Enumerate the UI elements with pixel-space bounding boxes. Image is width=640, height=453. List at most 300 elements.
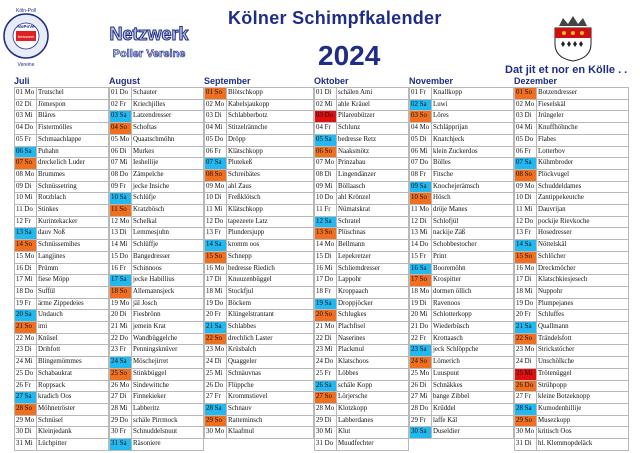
day-row <box>410 357 514 369</box>
day-date: 14 So <box>15 240 37 252</box>
day-date: 19 Fr <box>15 298 37 310</box>
day-row <box>515 146 629 158</box>
day-insult: Schnüssetring <box>37 181 109 193</box>
day-insult: Langjines <box>37 251 109 263</box>
day-date: 13 Mi <box>410 228 432 240</box>
day-row <box>15 392 109 404</box>
day-date: 03 So <box>410 111 432 123</box>
day-insult: Möhnetröster <box>37 403 109 415</box>
day-row <box>315 134 409 146</box>
day-date: 16 Mo <box>515 263 537 275</box>
day-row <box>515 322 629 334</box>
day-row <box>515 181 629 193</box>
day-insult: Plachfisel <box>337 322 409 334</box>
day-row <box>110 134 204 146</box>
day-insult: Luwi <box>432 99 514 111</box>
day-insult: Böckem <box>227 298 314 310</box>
day-date: 27 So <box>315 392 337 404</box>
day-row <box>515 240 629 252</box>
day-date: 12 Mo <box>110 216 132 228</box>
day-insult: schäle Kopp <box>337 380 409 392</box>
day-date: 01 Do <box>110 88 132 100</box>
day-date: 14 Do <box>410 240 432 252</box>
day-row <box>110 357 204 369</box>
day-date: 31 Sa <box>110 439 132 451</box>
day-date: 26 Do <box>205 380 227 392</box>
day-date: 25 Fr <box>315 368 337 380</box>
day-insult: Schnuddelsnuut <box>132 427 204 439</box>
day-insult: Schauter <box>132 88 204 100</box>
day-row <box>515 310 629 322</box>
day-row <box>205 111 314 123</box>
day-row <box>315 333 409 345</box>
day-date: 22 So <box>205 333 227 345</box>
day-date: 24 So <box>410 357 432 369</box>
day-insult: Wandbüggelche <box>132 333 204 345</box>
day-date: 29 Mo <box>15 415 37 427</box>
day-insult: Schnüsel <box>37 415 109 427</box>
day-insult: jäl Josch <box>132 298 204 310</box>
day-date: 26 Di <box>410 380 432 392</box>
day-row <box>315 427 409 439</box>
day-date: 07 Mi <box>110 158 132 170</box>
day-row <box>110 158 204 170</box>
day-insult: Schoftas <box>132 123 204 135</box>
day-date: 26 Mo <box>110 380 132 392</box>
day-insult: Stitzelrännche <box>227 123 314 135</box>
day-insult: Schliemdresser <box>337 263 409 275</box>
day-date: 13 So <box>315 228 337 240</box>
day-row <box>110 368 204 380</box>
day-row <box>205 275 314 287</box>
day-insult: Flabes <box>537 134 629 146</box>
day-date: 23 Sa <box>410 345 432 357</box>
day-row <box>110 111 204 123</box>
day-row <box>410 286 514 298</box>
day-row <box>315 111 409 123</box>
day-insult: nackije Zäß <box>432 228 514 240</box>
day-row <box>205 392 314 404</box>
month-column-0 <box>14 75 109 450</box>
day-row <box>315 415 409 427</box>
month-column-4 <box>409 75 514 450</box>
day-insult: Schlöcher <box>537 251 629 263</box>
day-insult: Lappohr <box>337 275 409 287</box>
day-date: 16 Sa <box>410 263 432 275</box>
day-insult: Klaafmul <box>227 427 314 439</box>
day-insult: Lörjersche <box>337 392 409 404</box>
day-row <box>315 169 409 181</box>
day-row <box>315 193 409 205</box>
month-column-5 <box>514 75 629 450</box>
day-row <box>410 392 514 404</box>
day-date: 11 So <box>110 205 132 217</box>
day-date: 05 Do <box>205 134 227 146</box>
day-row <box>315 88 409 100</box>
day-date: 01 Fr <box>410 88 432 100</box>
day-date: 14 Mo <box>315 240 337 252</box>
day-row <box>315 228 409 240</box>
day-insult: Plüschnas <box>337 228 409 240</box>
day-insult: Kratzbösch <box>132 205 204 217</box>
day-date: 03 Do <box>315 111 337 123</box>
day-date: 21 Do <box>410 322 432 334</box>
day-row <box>410 99 514 111</box>
day-insult: Löbbes <box>337 368 409 380</box>
day-date: 23 Mo <box>515 345 537 357</box>
day-insult: Schlugkes <box>337 310 409 322</box>
day-insult: Knallkopp <box>432 88 514 100</box>
day-row <box>15 322 109 334</box>
day-row <box>15 263 109 275</box>
day-row <box>410 123 514 135</box>
day-row <box>515 286 629 298</box>
day-row <box>515 427 629 439</box>
day-row <box>110 275 204 287</box>
day-date: 13 Sa <box>15 228 37 240</box>
day-row <box>110 216 204 228</box>
day-date: 11 Fr <box>315 205 337 217</box>
wordmark-line2: Poller Vereine <box>112 48 186 60</box>
day-date: 18 So <box>110 286 132 298</box>
day-date: 05 Do <box>515 134 537 146</box>
day-insult: Kriechjilles <box>132 99 204 111</box>
day-date: 02 Sa <box>410 99 432 111</box>
day-row <box>315 357 409 369</box>
day-insult: Klatschoos <box>337 357 409 369</box>
day-date: 14 Sa <box>205 240 227 252</box>
day-insult: bedresse Retz <box>337 134 409 146</box>
day-insult: fiese Möpp <box>37 275 109 287</box>
day-row <box>515 415 629 427</box>
day-insult: Fiesbrönn <box>132 310 204 322</box>
day-date: 25 Mi <box>205 368 227 380</box>
day-row <box>205 380 314 392</box>
day-insult: Murkes <box>132 146 204 158</box>
day-date: 06 Sa <box>15 146 37 158</box>
day-row <box>515 205 629 217</box>
month-name: November <box>409 76 454 86</box>
day-date: 12 Sa <box>315 216 337 228</box>
day-row <box>110 439 204 451</box>
day-insult: Naserines <box>337 333 409 345</box>
day-insult: Kühmbroder <box>537 158 629 170</box>
day-date: 08 So <box>515 169 537 181</box>
day-row <box>315 99 409 111</box>
day-insult: dreckelich Luder <box>37 158 109 170</box>
day-date: 04 So <box>110 123 132 135</box>
day-date: 25 So <box>110 368 132 380</box>
day-row <box>315 403 409 415</box>
day-date: 12 Do <box>515 216 537 228</box>
day-date: 03 Mi <box>15 111 37 123</box>
month-column-2 <box>204 75 314 450</box>
day-date: 24 Sa <box>110 357 132 369</box>
day-row <box>15 111 109 123</box>
day-insult: Musezkopp <box>537 415 629 427</box>
day-date: 27 Sa <box>15 392 37 404</box>
day-insult: Schnauv <box>227 403 314 415</box>
day-insult: Böllaasch <box>337 181 409 193</box>
day-insult: Blingemömmes <box>37 357 109 369</box>
day-date: 30 Mi <box>315 427 337 439</box>
cologne-coat-of-arms-icon <box>551 14 595 62</box>
day-date: 10 Mi <box>15 193 37 205</box>
day-date: 20 Fr <box>515 310 537 322</box>
day-date: 21 Mo <box>315 322 337 334</box>
day-date: 22 Mo <box>15 333 37 345</box>
day-row <box>110 240 204 252</box>
day-row <box>315 345 409 357</box>
day-row <box>315 181 409 193</box>
day-date: 29 Do <box>110 415 132 427</box>
day-row <box>515 263 629 275</box>
day-insult: Latzendresser <box>132 111 204 123</box>
day-row <box>410 111 514 123</box>
day-date: 26 Fr <box>15 380 37 392</box>
day-row <box>15 275 109 287</box>
day-insult: ahle Kräuel <box>337 99 409 111</box>
day-date: 14 Sa <box>515 240 537 252</box>
day-insult: Dreckmöcher <box>537 263 629 275</box>
day-row <box>315 158 409 170</box>
day-row <box>515 169 629 181</box>
day-row <box>205 169 314 181</box>
day-row <box>110 415 204 427</box>
day-insult: Quallmann <box>537 322 629 334</box>
day-insult: Trötenüggel <box>537 368 629 380</box>
day-insult: Lüchpitter <box>37 439 109 451</box>
day-row <box>205 368 314 380</box>
day-row <box>410 228 514 240</box>
day-date: 06 Fr <box>515 146 537 158</box>
day-row <box>515 111 629 123</box>
day-insult: kleine Botzeknopp <box>537 392 629 404</box>
logo-ring-top: Köln-Poll <box>15 8 37 14</box>
day-date: 20 So <box>315 310 337 322</box>
day-date: 28 Sa <box>205 403 227 415</box>
day-date: 03 Sa <box>110 111 132 123</box>
day-row <box>110 169 204 181</box>
day-row <box>110 310 204 322</box>
day-date: 05 Sa <box>315 134 337 146</box>
day-date: 22 So <box>515 333 537 345</box>
day-date: 15 Mo <box>15 251 37 263</box>
day-date: 08 So <box>205 169 227 181</box>
day-row <box>315 240 409 252</box>
day-insult: Botzendresser <box>537 88 629 100</box>
day-date: 23 Mi <box>315 345 337 357</box>
day-date: 18 Mo <box>410 286 432 298</box>
day-date: 10 So <box>410 193 432 205</box>
day-row <box>515 392 629 404</box>
day-date: 28 Do <box>410 403 432 415</box>
day-row <box>205 427 314 439</box>
day-date: 28 Mo <box>315 403 337 415</box>
day-row <box>15 193 109 205</box>
day-row <box>515 134 629 146</box>
day-insult: Knochejerämsch <box>432 181 514 193</box>
month-name: Juli <box>14 76 30 86</box>
day-row <box>15 298 109 310</box>
day-row <box>315 286 409 298</box>
day-row <box>205 310 314 322</box>
day-insult: Bölles <box>432 158 514 170</box>
day-date: 21 Mi <box>110 322 132 334</box>
day-row <box>410 298 514 310</box>
day-date: 17 Di <box>205 275 227 287</box>
logo-ring-bottom: Vereine <box>17 62 35 68</box>
day-insult: Schobbestocher <box>432 240 514 252</box>
day-insult: Nöttelskäl <box>537 240 629 252</box>
day-date: 27 Fr <box>205 392 227 404</box>
month-name: Dezember <box>514 76 558 86</box>
day-row <box>15 357 109 369</box>
day-row <box>15 427 109 439</box>
day-row <box>15 146 109 158</box>
day-date: 08 Di <box>315 169 337 181</box>
day-insult: Schlüffje <box>132 240 204 252</box>
day-insult: tapezeete Latz <box>227 216 314 228</box>
day-insult: ärme Zippedeies <box>37 298 109 310</box>
day-insult: Fistermölles <box>37 123 109 135</box>
day-insult: Schnüssemihes <box>37 240 109 252</box>
day-row <box>205 322 314 334</box>
day-row <box>205 251 314 263</box>
day-row <box>110 403 204 415</box>
day-insult: Klut <box>337 427 409 439</box>
day-date: 15 Fr <box>410 251 432 263</box>
day-insult: Finnekieker <box>132 392 204 404</box>
day-row <box>410 263 514 275</box>
day-row <box>110 193 204 205</box>
day-row <box>110 99 204 111</box>
day-date: 29 So <box>205 415 227 427</box>
day-row <box>205 403 314 415</box>
day-date: 30 Mo <box>515 427 537 439</box>
day-date: 19 Do <box>205 298 227 310</box>
day-date: 12 Di <box>410 216 432 228</box>
day-insult: Labberdanes <box>337 415 409 427</box>
day-date: 30 Fr <box>110 427 132 439</box>
day-insult: Plundersjupp <box>227 228 314 240</box>
day-row <box>205 240 314 252</box>
day-row <box>15 380 109 392</box>
day-date: 11 Do <box>15 205 37 217</box>
day-insult: Schnäuvnas <box>227 368 314 380</box>
day-date: 18 Fr <box>315 286 337 298</box>
day-insult: Kabelsjaukopp <box>227 99 314 111</box>
day-insult: Fitsche <box>432 169 514 181</box>
day-insult: Schabaukrat <box>37 368 109 380</box>
day-date: 29 Di <box>315 415 337 427</box>
day-date: 01 So <box>515 88 537 100</box>
day-row <box>205 88 314 100</box>
day-date: 14 Mi <box>110 240 132 252</box>
day-insult: Schlunz <box>337 123 409 135</box>
day-row <box>205 99 314 111</box>
day-row <box>410 205 514 217</box>
day-insult: Pilarenbützer <box>337 111 409 123</box>
day-date: 09 Sa <box>410 181 432 193</box>
day-date: 30 Mo <box>205 427 227 439</box>
day-row <box>15 134 109 146</box>
day-date: 19 Di <box>410 298 432 310</box>
day-row <box>315 439 409 451</box>
day-row <box>410 240 514 252</box>
day-date: 10 Sa <box>110 193 132 205</box>
day-date: 29 Fr <box>410 415 432 427</box>
day-row <box>410 310 514 322</box>
calendar-header <box>0 0 640 84</box>
day-insult: Naaksmötz <box>337 146 409 158</box>
day-date: 21 So <box>15 322 37 334</box>
day-date: 11 Mo <box>410 205 432 217</box>
day-date: 02 Mi <box>315 99 337 111</box>
day-row <box>315 251 409 263</box>
day-date: 22 Do <box>110 333 132 345</box>
day-row <box>205 333 314 345</box>
day-date: 05 Fr <box>15 134 37 146</box>
day-date: 06 Mi <box>410 146 432 158</box>
day-insult: Trändelsfott <box>537 333 629 345</box>
day-date: 12 Do <box>205 216 227 228</box>
day-insult: Klätschkopp <box>227 205 314 217</box>
day-row <box>205 415 314 427</box>
day-row <box>515 88 629 100</box>
day-insult: schälen Ami <box>337 88 409 100</box>
day-insult: Krottaasch <box>432 333 514 345</box>
day-row <box>315 205 409 217</box>
day-row <box>205 228 314 240</box>
day-date: 24 Di <box>515 357 537 369</box>
day-insult: hl. Klemmopdeläck <box>537 439 629 451</box>
day-date: 23 Di <box>15 345 37 357</box>
day-insult: Dröpp <box>227 134 314 146</box>
day-insult: Räsoniere <box>132 439 204 451</box>
day-row <box>205 123 314 135</box>
day-insult: Rotzblach <box>37 193 109 205</box>
day-insult: Schlabberbotz <box>227 111 314 123</box>
day-row <box>110 298 204 310</box>
day-row <box>515 345 629 357</box>
day-row <box>205 193 314 205</box>
day-date: 28 Sa <box>515 403 537 415</box>
day-date: 31 Di <box>515 439 537 451</box>
day-date: 06 Di <box>110 146 132 158</box>
day-date: 21 Sa <box>515 322 537 334</box>
month-table <box>514 87 629 451</box>
day-insult: ahl Zaus <box>227 181 314 193</box>
day-insult: Jömespon <box>37 99 109 111</box>
day-row <box>515 193 629 205</box>
day-insult: Hösch <box>432 193 514 205</box>
day-row <box>15 439 109 451</box>
day-date: 01 So <box>205 88 227 100</box>
day-row <box>15 251 109 263</box>
day-date: 28 So <box>15 403 37 415</box>
day-insult: Trutschel <box>37 88 109 100</box>
day-date: 07 Sa <box>205 158 227 170</box>
day-row <box>15 310 109 322</box>
day-insult: Knuffhöhnche <box>537 123 629 135</box>
day-insult: laffe Käl <box>432 415 514 427</box>
day-row <box>15 240 109 252</box>
day-date: 09 Mo <box>205 181 227 193</box>
day-row <box>205 134 314 146</box>
day-date: 17 Sa <box>110 275 132 287</box>
day-row <box>410 158 514 170</box>
